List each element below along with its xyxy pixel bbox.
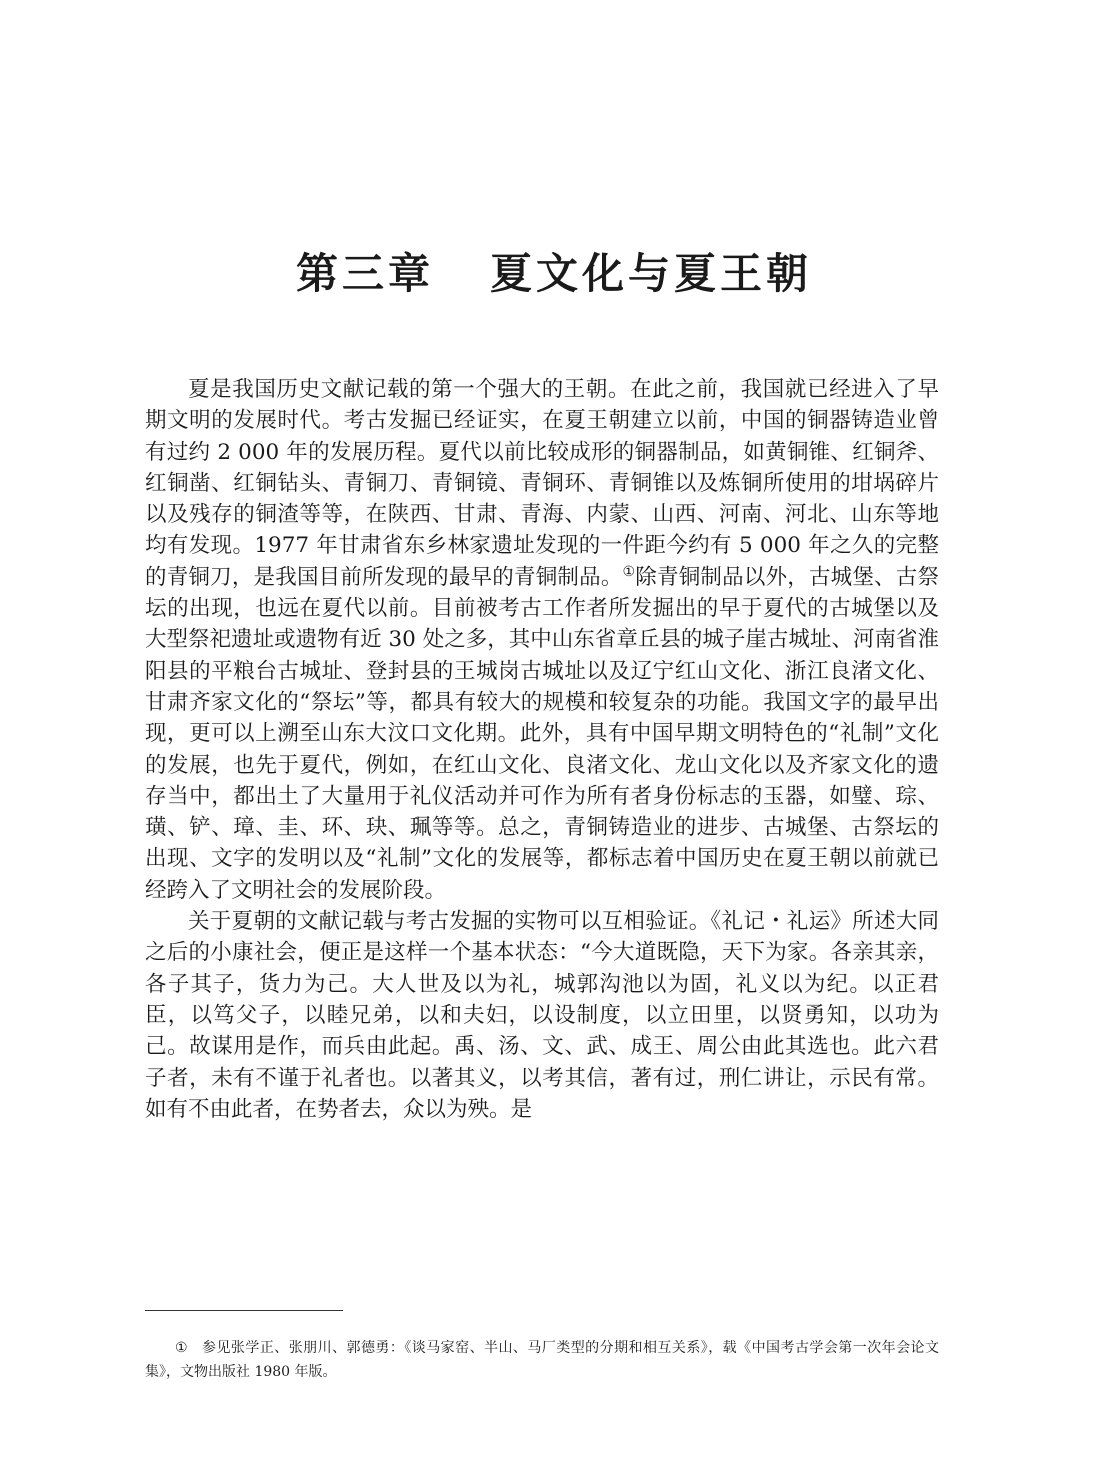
paragraph-1-part-1: 夏是我国历史文献记载的第一个强大的王朝。在此之前，我国就已经进入了早期文明的发展时代。考古发掘已经证实，在夏王朝建立以前，中国的铜器铸造业曾有过约 2 000 年的发展历程。夏代以前比较成形的铜器制品，如黄铜锥、红铜斧、红铜凿、红铜钻头、青铜刀、青铜镜、青铜环、青铜锥以及炼铜所使用的坩埚碎片以及残存的铜渣等等，在陕西、甘肃、青海、内蒙、山西、河南、河北、山东等地均有发现。1977 年甘肃省东乡林家遗址发现的一件距今约有 5 000 年之久的完整的青铜刀，是我国目前所发现的最早的青铜制品。 bbox=[145, 377, 939, 590]
chapter-heading: 夏文化与夏王朝 bbox=[490, 249, 813, 298]
paragraph-1-part-2: 除青铜制品以外，古城堡、古祭坛的出现，也远在夏代以前。目前被考古工作者所发掘出的早于夏代的古城堡以及大型祭祀遗址或遗物有近 30 处之多，其中山东省章丘县的城子崖古城址、河南省淮阳县的平粮台古城址、登封县的王城岗古城址以及辽宁红山文化、浙江良渚文化、甘肃齐家文化的“祭坛”等，都具有较大的规模和较复杂的功能。我国文字的最早出现，更可以上溯至山东大汶口文化期。此外，具有中国早期文明特色的“礼制”文化的发展，也先于夏代，例如，在红山文化、良渚文化、龙山文化以及齐家文化的遗存当中，都出土了大量用于礼仪活动并可作为所有者身份标志的玉器，如璧、琮、璜、铲、璋、圭、环、玦、珮等等。总之，青铜铸造业的进步、古城堡、古祭坛的出现、文字的发明以及“礼制”文化的发展等，都标志着中国历史在夏王朝以前就已经跨入了文明社会的发展阶段。 bbox=[145, 564, 939, 903]
body-text bbox=[145, 374, 939, 1125]
footnote-reference[interactable]: ① bbox=[622, 563, 636, 580]
chapter-number: 第三章 bbox=[295, 249, 434, 298]
chapter-title bbox=[0, 246, 1108, 302]
paragraph-1 bbox=[145, 374, 939, 906]
footnote-divider bbox=[145, 1310, 343, 1311]
footnote bbox=[145, 1336, 939, 1384]
footnote-text: 参见张学正、张朋川、郭德勇：《谈马家窑、半山、马厂类型的分期和相互关系》，载《中国考古学会第一次年会论文集》，文物出版社 1980 年版。 bbox=[145, 1340, 939, 1380]
footnote-mark: ① bbox=[175, 1340, 188, 1356]
paragraph-2: 关于夏朝的文献记载与考古发掘的实物可以互相验证。《礼记・礼运》所述大同之后的小康社会，便正是这样一个基本状态：“今大道既隐，天下为家。各亲其亲，各子其子，货力为己。大人世及以为礼，城郭沟池以为固，礼义以为纪。以正君臣，以笃父子，以睦兄弟，以和夫妇，以设制度，以立田里，以贤勇知，以功为己。故谋用是作，而兵由此起。禹、汤、文、武、成王、周公由此其选也。此六君子者，未有不谨于礼者也。以著其义，以考其信，著有过，刑仁讲让，示民有常。如有不由此者，在势者去，众以为殃。是 bbox=[145, 909, 939, 1122]
